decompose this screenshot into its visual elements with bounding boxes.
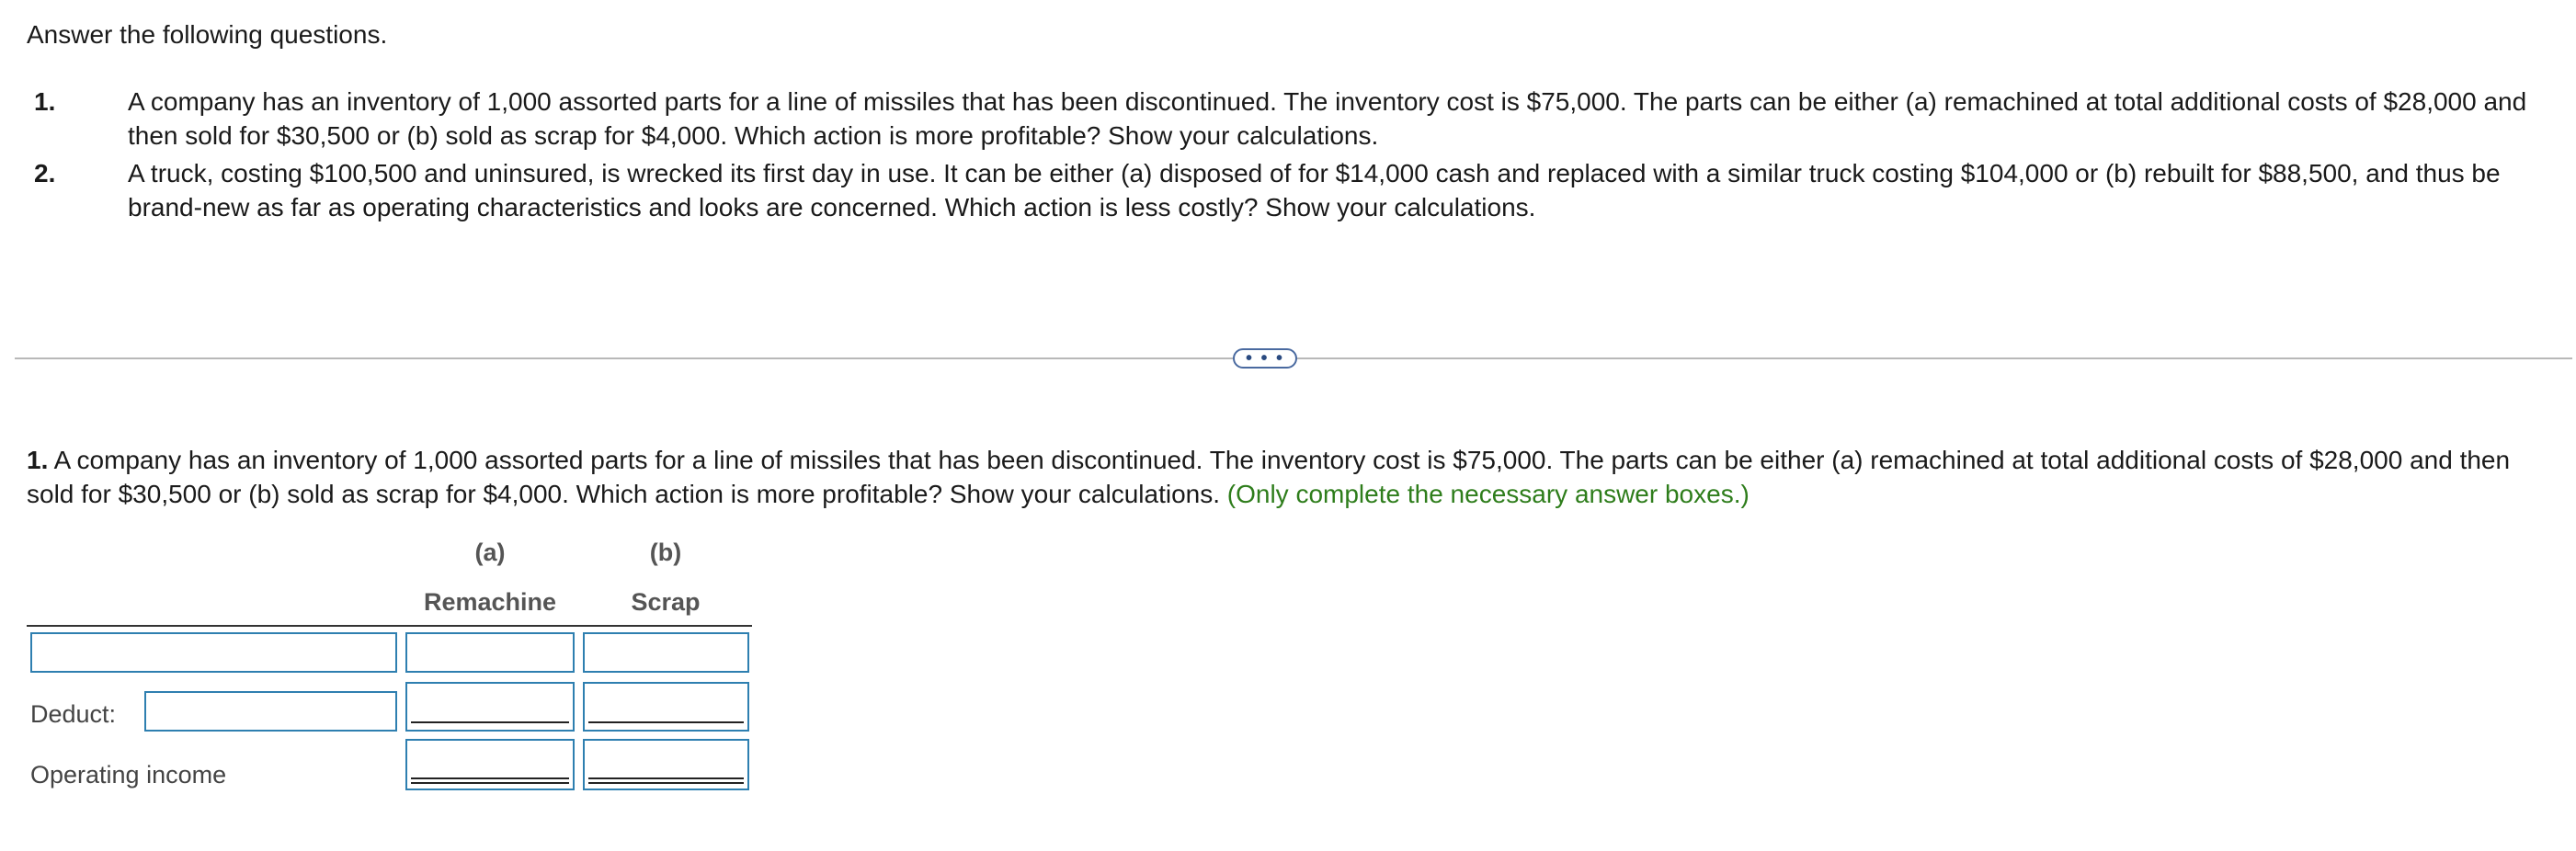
deduct-label-input[interactable]	[144, 691, 397, 732]
part-number: 1.	[27, 446, 49, 474]
column-a-letter: (a)	[474, 539, 506, 566]
deduct-remachine-input[interactable]	[405, 682, 575, 732]
row1-scrap-input[interactable]	[583, 632, 749, 673]
header-rule	[27, 625, 752, 627]
instructions-text: Answer the following questions.	[27, 20, 388, 49]
question-number: 1.	[34, 87, 56, 116]
column-b-header: Scrap	[631, 588, 701, 616]
question-text: A company has an inventory of 1,000 assorted parts for a line of missiles that has been discontinued. The inventory cost is $75,000. The parts can be either (a) remachined at total additional costs of $28,000 and then sold for $30,500 or (b) sold as scrap for $4,000. Which action is more profitable? Show your calculations.	[128, 87, 2527, 150]
deduct-scrap-input[interactable]	[583, 682, 749, 732]
operating-income-label: Operating income	[30, 761, 227, 789]
single-underline	[411, 721, 569, 723]
single-underline	[588, 721, 744, 723]
double-underline-top	[588, 777, 744, 779]
expand-more-button[interactable]	[1233, 348, 1297, 369]
answer-hint: (Only complete the necessary answer boxes.)	[1226, 480, 1750, 508]
double-underline-top	[411, 777, 569, 779]
question-text: A truck, costing $100,500 and uninsured, is wrecked its first day in use. It can be either (a) disposed of for $14,000 cash and replaced with a similar truck costing $104,000 or (b) rebuilt for $88,500, and thus be brand-new as far as operating characteristics and looks are concerned. Which action is less costly? Show your calculations.	[128, 159, 2501, 221]
double-underline-bottom	[588, 782, 744, 784]
row1-remachine-input[interactable]	[405, 632, 575, 673]
question-number: 2.	[34, 159, 56, 187]
column-b-letter: (b)	[649, 539, 682, 566]
part-1-prompt	[27, 443, 2555, 511]
deduct-label: Deduct:	[30, 700, 117, 728]
double-underline-bottom	[411, 782, 569, 784]
column-a-header: Remachine	[423, 588, 557, 616]
row1-label-input[interactable]	[30, 632, 397, 673]
operating-income-remachine-input[interactable]	[405, 739, 575, 790]
part-text: A company has an inventory of 1,000 assorted parts for a line of missiles that has been discontinued. The inventory cost is $75,000. The parts can be either (a) remachined at total additional costs of $28,000 and then sold for $30,500 or (b) sold as scrap for $4,000. Which action is more profitable? Show your calculations.	[27, 446, 2511, 508]
operating-income-scrap-input[interactable]	[583, 739, 749, 790]
ellipsis-icon: • • •	[1245, 348, 1285, 369]
